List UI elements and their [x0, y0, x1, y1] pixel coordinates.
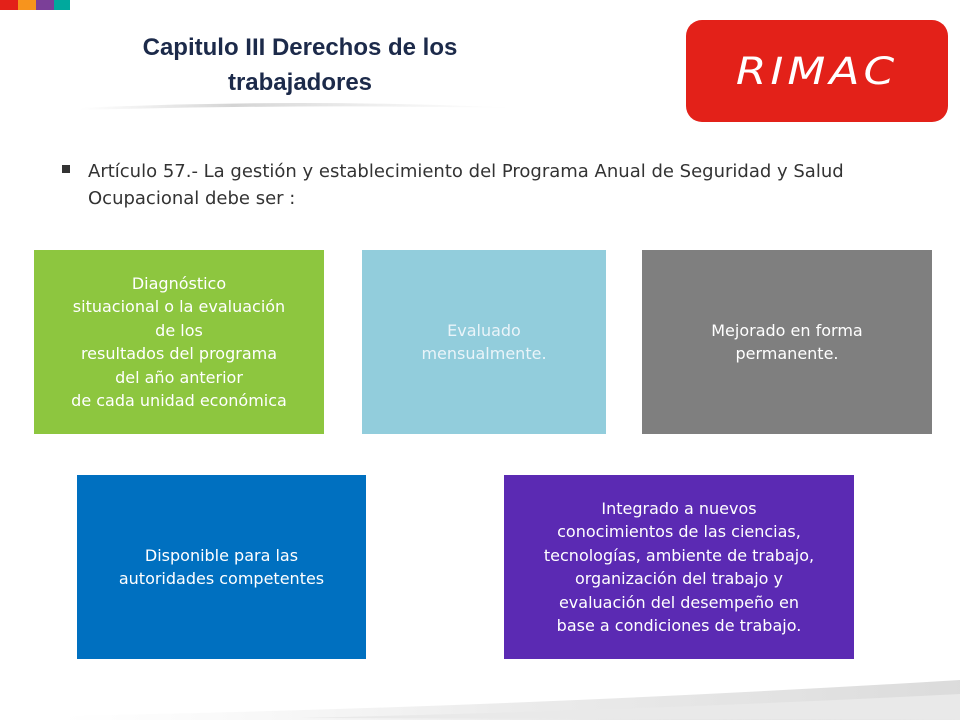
box-integrado-text: Integrado a nuevos conocimientos de las ciencias, tecnologías, ambiente de trabajo, organización del trabajo y evaluación del desempeño en base a condiciones de trabajo. — [543, 498, 815, 635]
logo-text: RIMAC — [735, 49, 899, 93]
box-mejorado-text: Mejorado en forma permanente. — [711, 320, 863, 363]
box-disponible-text: Disponible para las autoridades competentes — [118, 545, 325, 588]
article-text: Artículo 57.- La gestión y establecimiento del Programa Anual de Seguridad y Salud Ocupacional debe ser : — [88, 161, 844, 209]
square-bullet-icon — [62, 165, 70, 173]
box-diagnostico-text: Diagnóstico situacional o la evaluación de los resultados del programa del año anterior de cada unidad económica — [71, 273, 287, 410]
box-diagnostico — [34, 250, 324, 434]
box-mejorado — [642, 250, 932, 434]
slide-title: Capitulo III Derechos de los trabajadores — [142, 34, 458, 96]
title-underline-swoosh — [80, 96, 520, 116]
corner-accent-orange — [18, 0, 36, 10]
box-disponible — [77, 475, 366, 659]
corner-accent-red — [0, 0, 18, 10]
corner-accent-teal — [54, 0, 70, 10]
bottom-decorative-swoosh — [0, 660, 960, 720]
box-evaluado — [362, 250, 606, 434]
rimac-logo — [686, 20, 948, 122]
corner-accent-purple — [36, 0, 54, 10]
box-integrado — [504, 475, 854, 659]
box-evaluado-text: Evaluado mensualmente. — [421, 320, 547, 363]
